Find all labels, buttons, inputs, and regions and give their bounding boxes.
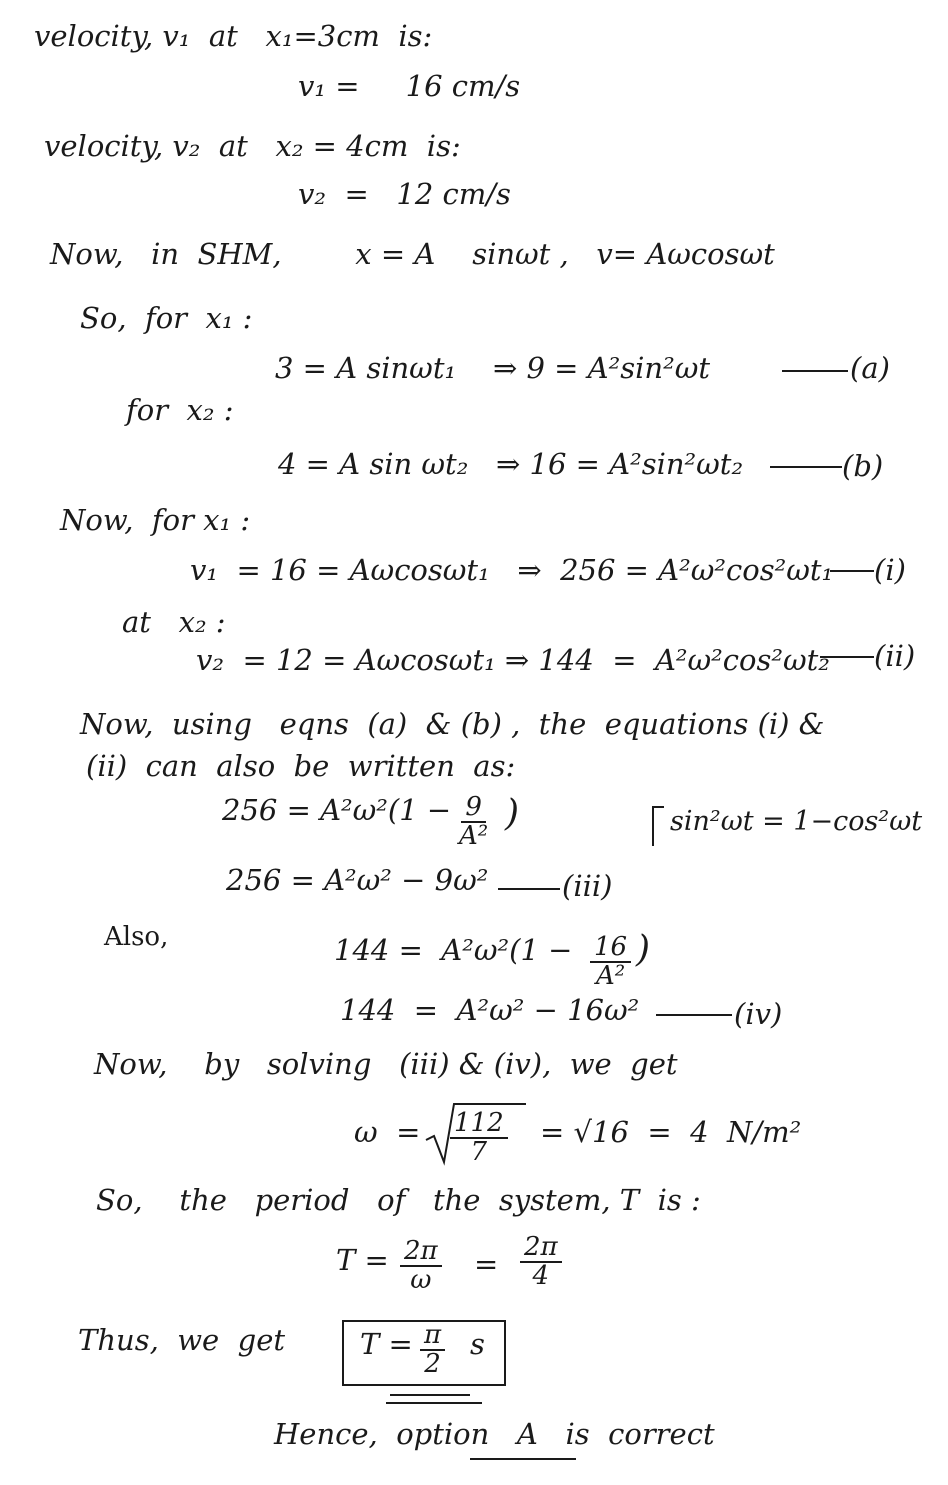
equation-ii-line: v₂ = 12 = Aωcosωt₁ ⇒ 144 = A²ω²cos²ωt₂ xyxy=(196,643,830,677)
fraction-numerator: 2π xyxy=(400,1238,442,1267)
fraction-112-over-7 xyxy=(450,1110,508,1167)
equation-b-dash xyxy=(770,466,842,468)
fraction-numerator: 9 xyxy=(461,794,486,823)
equation-a-line: 3 = A sinωt₁ ⇒ 9 = A²sin²ωt xyxy=(275,351,711,385)
equation-iii-tag: (iii) xyxy=(562,869,613,903)
by-solving-line: Now, by solving (iii) & (iv), we get xyxy=(94,1047,678,1081)
omega-equals-label: ω = xyxy=(354,1115,421,1149)
for-x2-line: for x₂ : xyxy=(126,393,234,427)
fraction-numerator: 16 xyxy=(590,934,631,963)
period-statement-line: So, the period of the system, T is : xyxy=(96,1183,701,1217)
equation-b-line: 4 = A sin ωt₂ ⇒ 16 = A²sin²ωt₂ xyxy=(278,447,744,481)
equation-i-tag: (i) xyxy=(874,553,906,587)
final-underline-2 xyxy=(386,1402,482,1404)
fraction-numerator: 112 xyxy=(450,1110,508,1139)
v1-value-line: v₁ = 16 cm/s xyxy=(298,69,521,103)
equation-iv-line: 144 = A²ω² − 16ω² xyxy=(340,993,640,1027)
equation-ii-tag: (ii) xyxy=(874,639,916,673)
fraction-numerator: 2π xyxy=(520,1234,562,1263)
final-answer-unit: s xyxy=(470,1327,485,1361)
equation-i-dash xyxy=(830,570,874,572)
at-x2-line: at x₂ : xyxy=(122,605,226,639)
eq-256-expanded-right: ) xyxy=(505,793,520,834)
fraction-pi-over-2 xyxy=(420,1322,445,1379)
period-equals-sign: = xyxy=(474,1247,499,1281)
equation-ii-dash xyxy=(820,656,874,658)
conclusion-line: Hence, option A is correct xyxy=(274,1417,715,1451)
conclusion-underline xyxy=(470,1458,576,1460)
equation-iii-dash xyxy=(498,888,560,890)
thus-we-get-line: Thus, we get xyxy=(78,1323,286,1357)
equation-i-line: v₁ = 16 = Aωcosωt₁ ⇒ 256 = A²ω²cos²ωt₁ xyxy=(190,553,834,587)
period-t-equals: T = xyxy=(336,1243,389,1277)
equation-iii-line: 256 = A²ω² − 9ω² xyxy=(226,863,489,897)
using-eqns-line: Now, using eqns (a) & (b) , the equations (i) & xyxy=(80,707,825,741)
identity-bracket xyxy=(652,806,664,846)
eq-256-expanded-left: 256 = A²ω²(1 − xyxy=(222,793,452,827)
fraction-16-over-a2 xyxy=(590,934,631,991)
eq-144-expanded-right: ) xyxy=(636,929,651,970)
fraction-2pi-over-omega xyxy=(400,1238,442,1295)
equation-iv-tag: (iv) xyxy=(734,997,783,1031)
now-for-x1-line: Now, for x₁ : xyxy=(60,503,251,537)
velocity-v1-line: velocity, v₁ at x₁=3cm is: xyxy=(34,19,433,53)
shm-equations-line: Now, in SHM, x = A sinωt , v= Aωcosωt xyxy=(50,237,775,271)
equation-a-dash xyxy=(782,370,848,372)
fraction-denominator: 7 xyxy=(470,1137,488,1168)
so-for-x1-line: So, for x₁ : xyxy=(80,301,253,335)
fraction-9-over-a2 xyxy=(455,794,492,851)
fraction-denominator: A² xyxy=(595,961,626,992)
equation-iv-dash xyxy=(656,1014,732,1016)
can-be-written-line: (ii) can also be written as: xyxy=(86,749,516,783)
final-answer-t-equals: T = xyxy=(360,1327,413,1361)
velocity-v2-line: velocity, v₂ at x₂ = 4cm is: xyxy=(44,129,461,163)
fraction-denominator: 2 xyxy=(424,1349,441,1380)
trig-identity-note: sin²ωt = 1−cos²ωt xyxy=(670,806,923,837)
equation-a-tag: (a) xyxy=(850,351,890,385)
eq-144-expanded-left: 144 = A²ω²(1 − xyxy=(334,933,573,967)
final-underline-1 xyxy=(390,1394,470,1396)
fraction-denominator: 4 xyxy=(532,1261,550,1292)
fraction-2pi-over-4 xyxy=(520,1234,562,1291)
fraction-denominator: A² xyxy=(459,821,489,852)
equation-b-tag: (b) xyxy=(842,449,884,483)
also-label: Also, xyxy=(104,922,169,952)
v2-value-line: v₂ = 12 cm/s xyxy=(298,177,511,211)
fraction-numerator: π xyxy=(420,1322,445,1351)
fraction-denominator: ω xyxy=(410,1265,432,1296)
omega-result: = √16 = 4 N/m² xyxy=(540,1115,802,1149)
